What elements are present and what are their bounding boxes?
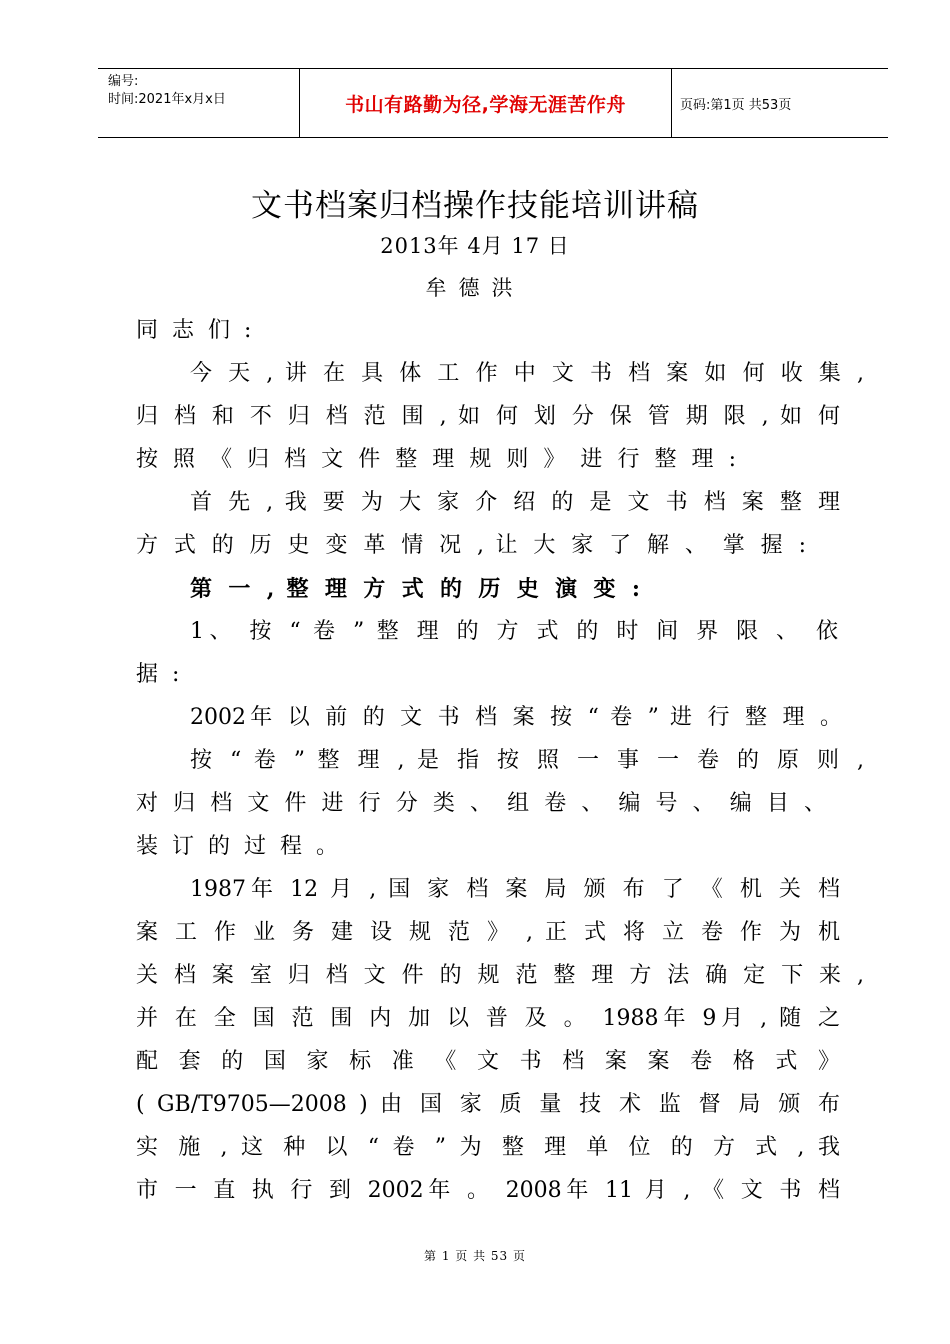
- body-line-16: 关 档 案 室 归 档 文 件 的 规 范 整 理 方 法 确 定 下 来 ,: [136, 963, 864, 988]
- body-line-3: 归 档 和 不 归 档 范 围 , 如 何 划 分 保 管 期 限 , 如 何: [136, 404, 840, 429]
- page-header: [98, 68, 888, 138]
- body-line-4: 按 照 《 归 档 文 件 整 理 规 则 》 进 行 整 理 :: [136, 447, 736, 472]
- body-line-18: 配 套 的 国 家 标 准 《 文 书 档 案 案 卷 格 式 》: [136, 1049, 840, 1074]
- body-line-6: 方 式 的 历 史 变 革 情 况 , 让 大 家 了 解 、 掌 握 :: [136, 533, 806, 558]
- body-line-17: 并 在 全 国 范 围 内 加 以 普 及 。 1988年 9月 , 随 之: [136, 1006, 840, 1031]
- body-line-21: 市 一 直 执 行 到 2002年 。 2008年 11 月 , 《 文 书 档: [136, 1178, 840, 1203]
- body-line-15: 案 工 作 业 务 建 设 规 范 》 , 正 式 将 立 卷 作 为 机: [136, 920, 840, 945]
- time-label: 时间:2021年x月x日: [108, 92, 226, 107]
- body-line-13: 装订的过程。: [136, 834, 353, 859]
- body-line-19: ( GB/T9705—2008 ) 由 国 家 质 量 技 术 监 督 局 颁 布: [136, 1092, 840, 1117]
- number-label: 编号:: [108, 74, 139, 89]
- body-line-9: 据:: [136, 662, 194, 687]
- body-line-8: 1、 按 “ 卷 ” 整 理 的 方 式 的 时 间 界 限 、 依: [190, 619, 838, 644]
- header-page-info: 页码:第1页 共53页: [680, 97, 792, 113]
- header-meta: [98, 69, 300, 137]
- body-line-1: 同志们:: [136, 318, 266, 343]
- body-line-12: 对 归 档 文 件 进 行 分 类 、 组 卷 、 编 号 、 编 目 、: [136, 791, 826, 816]
- section-heading: 第 一 , 整 理 方 式 的 历 史 演 变 :: [190, 576, 640, 602]
- document-title: 文书档案归档操作技能培训讲稿: [251, 188, 699, 224]
- body-line-2: 今 天 , 讲 在 具 体 工 作 中 文 书 档 案 如 何 收 集 ,: [190, 361, 864, 386]
- body-line-5: 首 先 , 我 要 为 大 家 介 绍 的 是 文 书 档 案 整 理: [190, 490, 840, 515]
- body-line-10: 2002年 以 前 的 文 书 档 案 按 “ 卷 ” 进 行 整 理 。: [190, 705, 842, 730]
- document-author: 牟德洪: [425, 276, 525, 300]
- body-line-20: 实 施 , 这 种 以 “ 卷 ” 为 整 理 单 位 的 方 式 , 我: [136, 1135, 840, 1160]
- document-date: 2013年 4月 17 日: [380, 234, 570, 258]
- header-motto: 书山有路勤为径,学海无涯苦作舟: [300, 69, 672, 137]
- page-footer: 第 1 页 共 53 页: [424, 1249, 526, 1263]
- body-line-11: 按 “ 卷 ” 整 理 , 是 指 按 照 一 事 一 卷 的 原 则 ,: [190, 748, 864, 773]
- body-line-14: 1987年 12 月 , 国 家 档 案 局 颁 布 了 《 机 关 档: [190, 877, 840, 902]
